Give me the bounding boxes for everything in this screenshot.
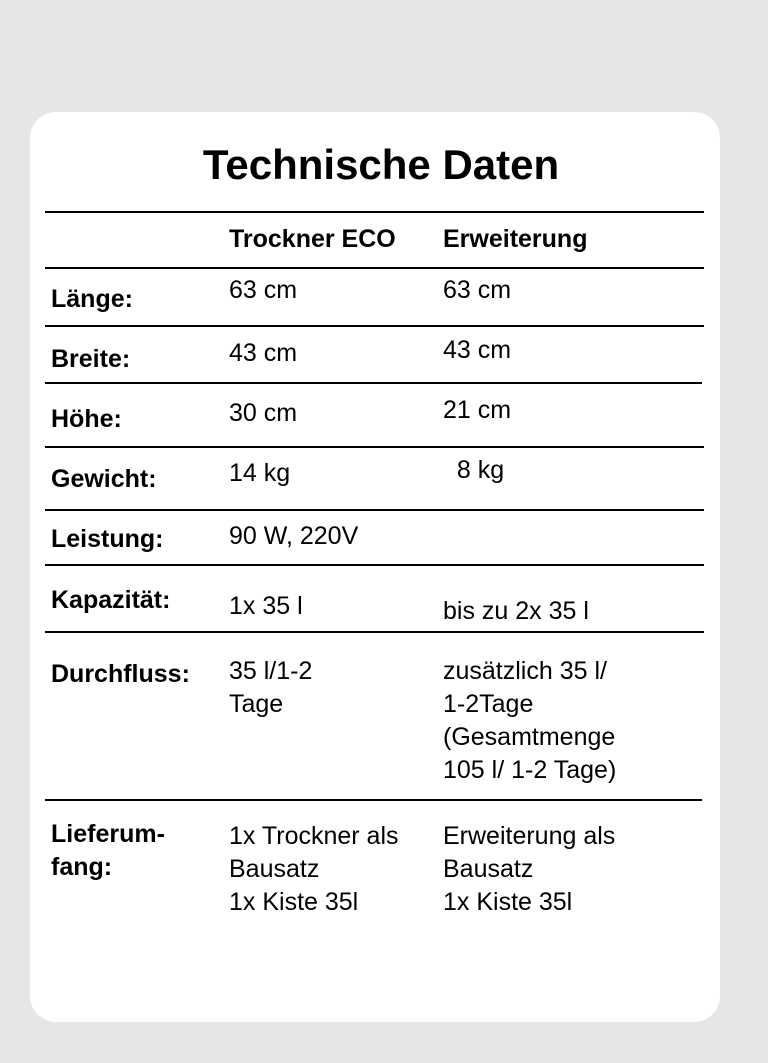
cell-gewicht-product: 14 kg [229, 459, 291, 487]
cell-kapazitaet-product: 1x 35 l [229, 592, 303, 620]
row-label-gewicht: Gewicht: [51, 465, 157, 493]
row-label-leistung: Leistung: [51, 525, 164, 553]
cell-lieferumfang-product: 1x Trockner als Bausatz 1x Kiste 35l [229, 822, 399, 916]
column-header-extension: Erweiterung [443, 225, 588, 253]
table-rule [45, 446, 704, 448]
row-label-breite: Breite: [51, 345, 131, 373]
cell-gewicht-extension: 8 kg [443, 456, 505, 484]
cell-laenge-extension: 63 cm [443, 276, 512, 304]
table-rule [45, 564, 704, 566]
column-header-product: Trockner ECO [229, 225, 396, 253]
table-rule [45, 631, 704, 633]
cell-breite-extension: 43 cm [443, 336, 512, 364]
cell-laenge-product: 63 cm [229, 276, 298, 304]
cell-durchfluss-extension: zusätzlich 35 l/ 1-2Tage (Gesamtmenge 105 l/ 1-2 Tage) [443, 657, 617, 784]
row-label-lieferumfang: Lieferum- fang: [51, 820, 165, 881]
row-label-kapazitaet: Kapazität: [51, 586, 171, 614]
table-rule [45, 325, 704, 327]
row-label-durchfluss: Durchfluss: [51, 660, 190, 688]
cell-leistung-product: 90 W, 220V [229, 522, 359, 550]
cell-breite-product: 43 cm [229, 339, 298, 367]
cell-lieferumfang-extension: Erweiterung als Bausatz 1x Kiste 35l [443, 822, 616, 916]
cell-kapazitaet-extension: bis zu 2x 35 l [443, 597, 589, 625]
row-label-hoehe: Höhe: [51, 405, 122, 433]
cell-hoehe-product: 30 cm [229, 399, 298, 427]
table-rule [45, 382, 702, 384]
table-rule [45, 509, 704, 511]
cell-durchfluss-product: 35 l/1-2 Tage [229, 657, 313, 718]
row-label-laenge: Länge: [51, 285, 133, 313]
table-rule [45, 799, 702, 801]
cell-hoehe-extension: 21 cm [443, 396, 512, 424]
table-rule-top [45, 211, 704, 213]
table-rule-header [45, 267, 704, 269]
page-title: Technische Daten [202, 141, 560, 188]
